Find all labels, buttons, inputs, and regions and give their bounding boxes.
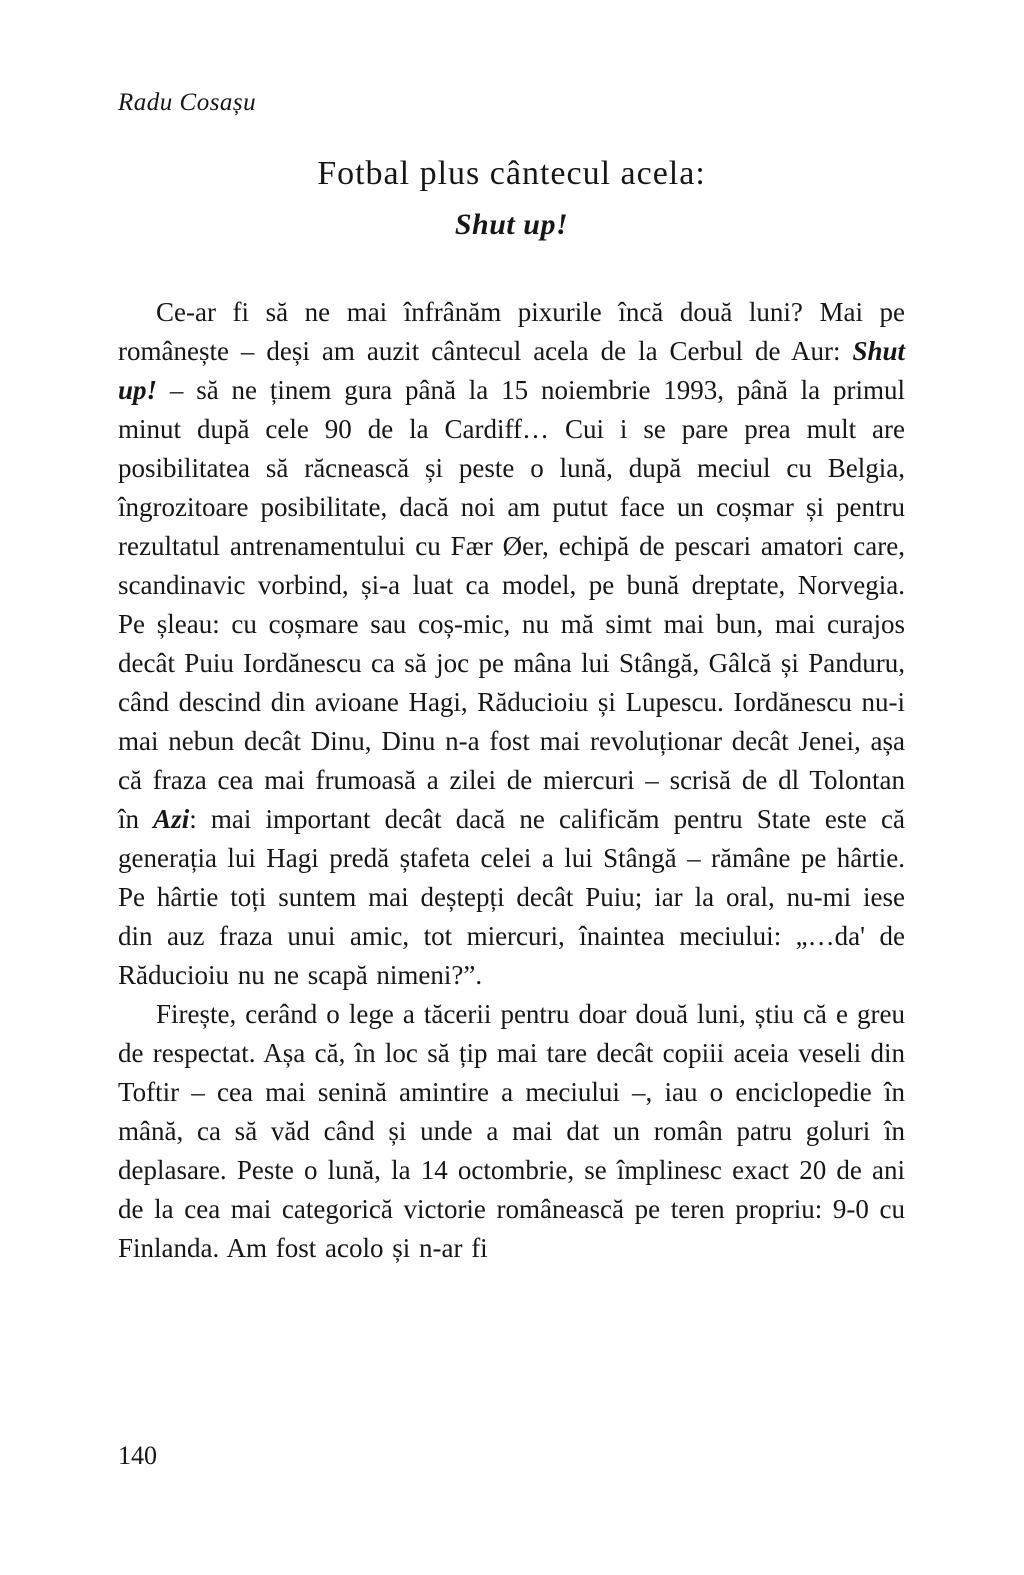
chapter-title: Fotbal plus cântecul acela: [317, 155, 706, 192]
paragraph-1: Ce-ar fi să ne mai înfrânăm pixurile încă două luni? Mai pe românește – deși am auzit cântecul acela de la Cerbul de Aur: Shut up! – să ne ținem gura până la 15 noiembrie 1993, până la primul minut după cele 90 de la Cardiff… Cui i se pare prea mult are posibilitatea să răcnească și peste o lună, după meciul cu Belgia, îngrozitoare posibilitate, dacă noi am putut face un coșmar și pentru rezultatul antrenamentului cu Fær Øer, echipă de pescari amatori care, scandinavic vorbind, și-a luat ca model, pe bună dreptate, Norvegia. Pe șleau: cu coșmare sau coș-mic, nu mă simt mai bun, mai curajos decât Puiu Iordănescu ca să joc pe mâna lui Stângă, Gâlcă și Panduru, când descind din avioane Hagi, Răducioiu și Lupescu. Iordănescu nu-i mai nebun decât Dinu, Dinu n-a fost mai revoluționar decât Jenei, așa că fraza cea mai frumoasă a zilei de miercuri – scrisă de dl Tolontan în Azi: mai important decât dacă ne calificăm pentru State este că generația lui Hagi predă ștafeta celei a lui Stângă – rămâne pe hârtie. Pe hârtie toți suntem mai deștepți decât Puiu; iar la oral, nu-mi iese din auz fraza unui amic, tot miercuri, înaintea meciului: „…da' de Răducioiu nu ne scapă nimeni?”. [118, 296, 905, 990]
page-number: 140 [118, 1441, 157, 1470]
running-header-author: Radu Cosașu [118, 89, 257, 116]
chapter-subtitle: Shut up! [454, 207, 569, 241]
body-text [118, 293, 905, 1268]
paragraph-2: Firește, cerând o lege a tăcerii pentru doar două luni, știu că e greu de respectat. Așa că, în loc să țip mai tare decât copiii aceia veseli din Toftir – cea mai senină amintire a meciului –, iau o enciclopedie în mână, ca să văd când și unde a mai dat un român patru goluri în deplasare. Peste o lună, la 14 octombrie, se împlinesc exact 20 de ani de la cea mai categorică victorie românească pe teren propriu: 9-0 cu Finlanda. Am fost acolo și n-ar fi [118, 998, 905, 1263]
